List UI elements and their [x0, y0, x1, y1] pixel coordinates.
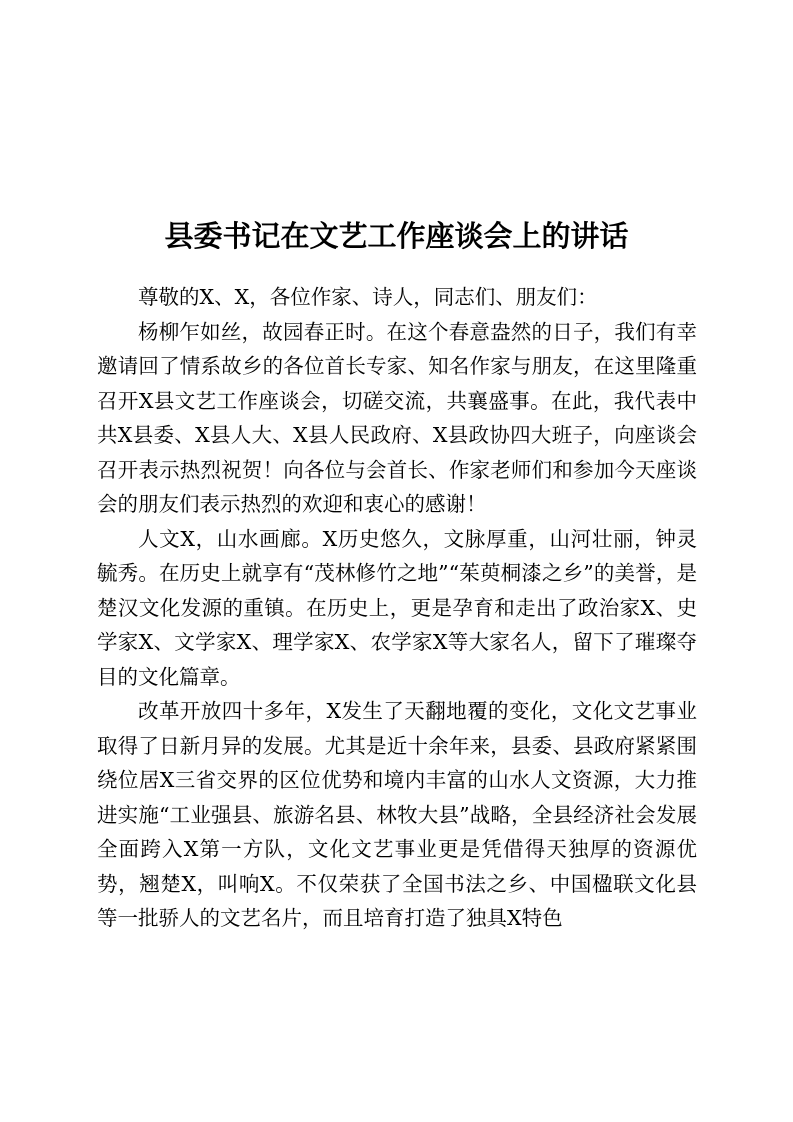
- paragraph-salutation: 尊敬的X、X，各位作家、诗人，同志们、朋友们：: [138, 285, 598, 309]
- paragraph-welcome: 杨柳乍如丝，故园春正时。在这个春意盎然的日子，我们有幸邀请回了情系故乡的各位首长专家、知名作家与朋友，在这里隆重召开X县文艺工作座谈会，切磋交流，共襄盛事。在此，我代表中共X县委、X县人大、X县人民政府、X县政协四大班子，向座谈会召开表示热烈祝贺！向各位与会首长、作家老师们和参加今天座谈会的朋友们表示热烈的欢迎和衷心的感谢！: [97, 319, 697, 516]
- document-body: [97, 280, 697, 936]
- paragraph-history: 人文X，山水画廊。X历史悠久，文脉厚重，山河壮丽，钟灵毓秀。在历史上就享有“茂林修竹之地”“茱萸桐漆之乡”的美誉，是楚汉文化发源的重镇。在历史上，更是孕育和走出了政治家X、史学家X、文学家X、理学家X、农学家X等大家名人，留下了璀璨夺目的文化篇章。: [97, 526, 697, 689]
- paragraph-reform: 改革开放四十多年，X发生了天翻地覆的变化，文化文艺事业取得了日新月异的发展。尤其是近十余年来，县委、县政府紧紧围绕位居X三省交界的区位优势和境内丰富的山水人文资源，大力推进实施“工业强县、旅游名县、林牧大县”战略，全县经济社会发展全面跨入X第一方队，文化文艺事业更是凭借得天独厚的资源优势，翘楚X，叫响X。不仅荣获了全国书法之乡、中国楹联文化县等一批骄人的文艺名片，而且培育打造了独具X特色: [97, 699, 697, 930]
- document-title: 县委书记在文艺工作座谈会上的讲话: [164, 219, 629, 253]
